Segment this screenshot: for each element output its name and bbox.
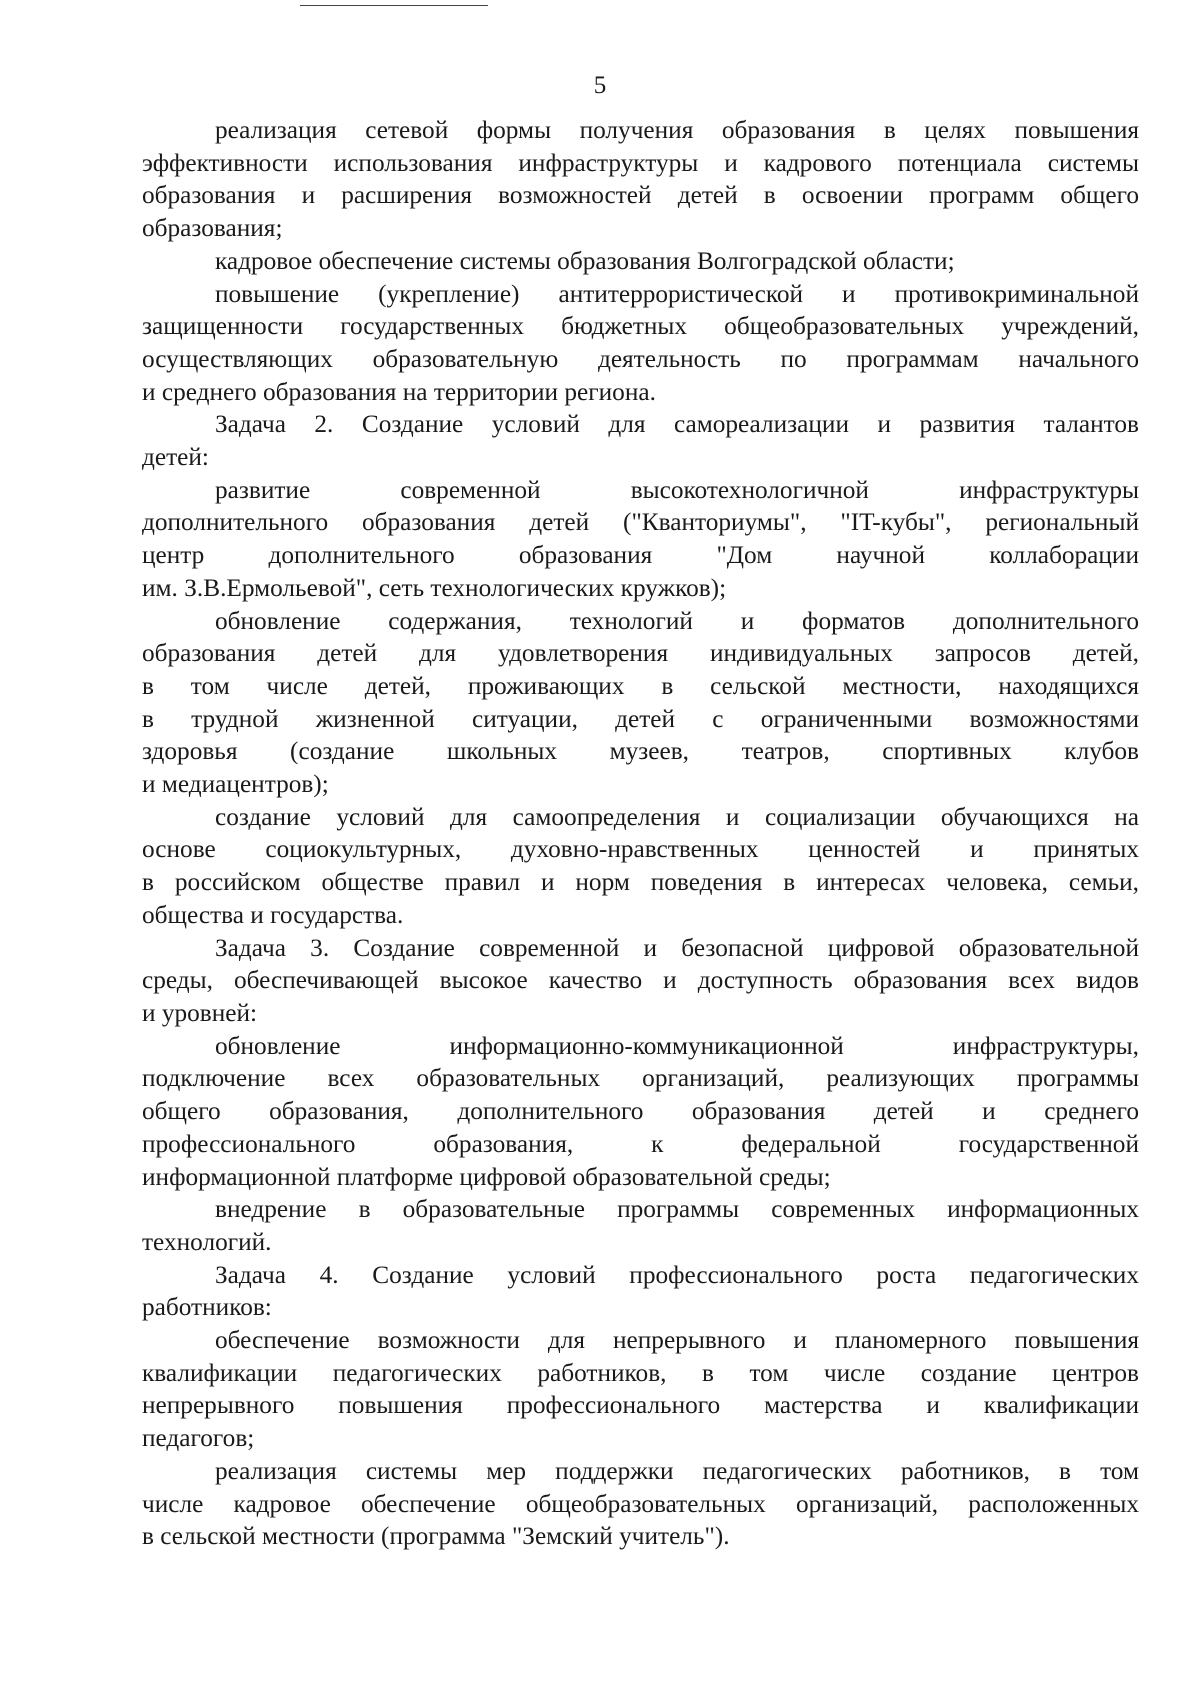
text-line: развитие современной высокотехнологичной инфраструктуры <box>215 475 1139 504</box>
text-line: центр дополнительного образования "Дом научной коллаборации <box>142 541 1139 570</box>
text-line: среды, обеспечивающей высокое качество и доступность образования всех видов <box>142 966 1139 995</box>
text-line: обновление информационно-коммуникационной инфраструктуры, <box>215 1031 1139 1060</box>
text-line: непрерывного повышения профессионального мастерства и квалификации <box>142 1391 1139 1420</box>
text-line: общества и государства. <box>142 900 404 929</box>
text-line: здоровья (создание школьных музеев, театров, спортивных клубов <box>142 737 1139 766</box>
text-line: технологий. <box>142 1227 272 1256</box>
text-line: им. З.В.Ермольевой", сеть технологических кружков); <box>142 573 727 602</box>
paragraph <box>142 408 1139 473</box>
paragraph <box>142 278 1139 409</box>
text-line: реализация сетевой формы получения образования в целях повышения <box>215 116 1139 144</box>
text-line: числе кадровое обеспечение общеобразовательных организаций, расположенных <box>142 1489 1139 1518</box>
text-line: Задача 2. Создание условий для самореализации и развития талантов <box>215 410 1139 439</box>
paragraph <box>142 1259 1139 1324</box>
text-line: образования детей для удовлетворения индивидуальных запросов детей, <box>142 639 1139 668</box>
text-line: кадровое обеспечение системы образования Волгоградской области; <box>215 246 955 275</box>
text-line: в трудной жизненной ситуации, детей с ограниченными возможностями <box>142 704 1139 733</box>
text-line: в российском обществе правил и норм поведения в интересах человека, семьи, <box>142 868 1139 897</box>
text-line: дополнительного образования детей ("Кванториумы", "IT-кубы", региональный <box>142 508 1139 537</box>
paragraph <box>142 245 1139 278</box>
page-number: 5 <box>593 72 607 99</box>
paragraph <box>142 1455 1139 1553</box>
text-line: образования и расширения возможностей детей в освоении программ общего <box>142 181 1139 210</box>
paragraph <box>142 1030 1139 1194</box>
paragraph <box>142 1193 1139 1258</box>
text-line: эффективности использования инфраструктуры и кадрового потенциала системы <box>142 148 1139 177</box>
text-line: Задача 3. Создание современной и безопасной цифровой образовательной <box>215 933 1139 962</box>
paragraph <box>142 474 1139 605</box>
text-line: защищенности государственных бюджетных общеобразовательных учреждений, <box>142 312 1139 341</box>
document-body <box>142 114 1139 1553</box>
paragraph <box>142 605 1139 801</box>
text-line: квалификации педагогических работников, в том числе создание центров <box>142 1358 1139 1387</box>
text-line: информационной платформе цифровой образовательной среды; <box>142 1162 831 1191</box>
text-line: в том числе детей, проживающих в сельской местности, находящихся <box>142 671 1139 700</box>
text-line: детей: <box>142 443 209 472</box>
text-line: педагогов; <box>142 1424 255 1453</box>
text-line: повышение (укрепление) антитеррористической и противокриминальной <box>215 279 1139 308</box>
text-line: и медиацентров); <box>142 770 329 799</box>
text-line: и среднего образования на территории региона. <box>142 377 656 406</box>
text-line: обеспечение возможности для непрерывного и планомерного повышения <box>215 1326 1139 1355</box>
text-line: профессионального образования, к федеральной государственной <box>142 1129 1139 1158</box>
text-line: основе социокультурных, духовно-нравственных ценностей и принятых <box>142 835 1139 864</box>
paragraph <box>142 1324 1139 1455</box>
text-line: работников: <box>142 1293 272 1322</box>
text-line: внедрение в образовательные программы современных информационных <box>215 1195 1139 1224</box>
text-line: и уровней: <box>142 998 258 1027</box>
text-line: общего образования, дополнительного образования детей и среднего <box>142 1097 1139 1126</box>
paragraph <box>142 801 1139 932</box>
text-line: осуществляющих образовательную деятельность по программам начального <box>142 344 1139 373</box>
text-line: создание условий для самоопределения и социализации обучающихся на <box>215 802 1139 831</box>
text-line: подключение всех образовательных организаций, реализующих программы <box>142 1064 1139 1093</box>
paragraph <box>142 114 1139 245</box>
text-line: Задача 4. Создание условий профессионального роста педагогических <box>215 1260 1139 1289</box>
text-line: обновление содержания, технологий и форматов дополнительного <box>215 606 1139 635</box>
paragraph <box>142 932 1139 1030</box>
top-rule <box>300 5 488 6</box>
text-line: реализация системы мер поддержки педагогических работников, в том <box>215 1456 1139 1485</box>
text-line: в сельской местности (программа "Земский учитель"). <box>142 1522 730 1551</box>
text-line: образования; <box>142 214 283 243</box>
